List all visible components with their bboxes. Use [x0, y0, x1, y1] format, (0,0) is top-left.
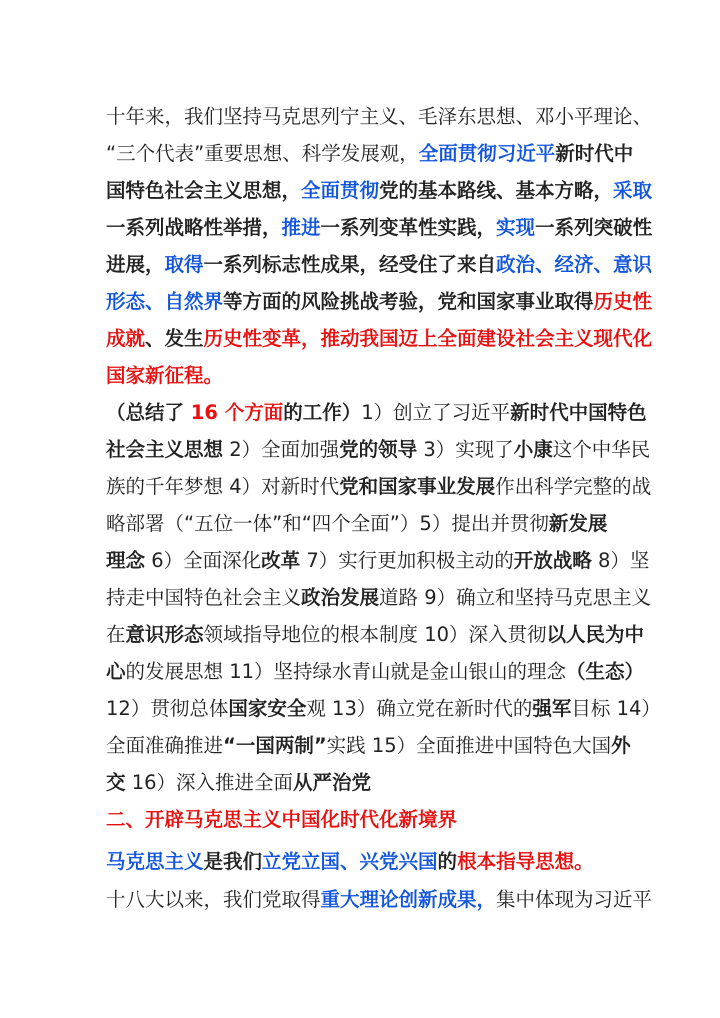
text-run: 交 [106, 771, 126, 794]
text-run: 略部署（“五位一体”和“四个全面”）5）提出并贯彻 [106, 512, 549, 535]
text-run: 持走中国特色社会主义 [106, 586, 302, 609]
text-run: 新时代中 [555, 142, 634, 165]
text-run: 强军 [532, 697, 572, 720]
text-line [106, 727, 631, 764]
text-line [106, 579, 652, 616]
text-run: 、发生 [145, 327, 204, 350]
text-run: 采取 [613, 179, 653, 202]
text-run: 从严治党 [293, 771, 372, 794]
text-line [106, 690, 661, 727]
text-run: 二、开辟马克思主义中国化时代化新境界 [106, 808, 458, 831]
text-run: 小康 [513, 438, 553, 461]
text-run: 国特色社会主义思想， [106, 179, 302, 202]
paragraph-decade-summary [106, 98, 653, 394]
text-run: 进展， [106, 253, 165, 276]
text-run: 国家新征程。 [106, 364, 224, 387]
text-run: 等方面的风险挑战考验，党和国家事业取得 [223, 290, 594, 313]
text-run: 政治、经济、意识 [496, 253, 653, 276]
text-run: 作出科学完整的战 [495, 475, 652, 498]
text-run: 根本指导思想。 [457, 850, 594, 873]
text-run: 意识形态 [125, 623, 204, 646]
text-run: 这个中华民 [552, 438, 651, 461]
text-run: 12）贯彻总体 [106, 697, 229, 720]
text-run: 一系列标志性成果，经受住了来自 [203, 253, 497, 276]
text-run: 历史性 [593, 290, 653, 313]
text-line [106, 172, 653, 209]
text-run: 以人民为中 [546, 623, 645, 646]
text-run: 观 13）确立党在新时代的 [306, 697, 533, 720]
text-run: 全面准确推进 [106, 734, 224, 757]
text-run: 历史性变革，推动我国迈上全面建设社会主义现代化 [203, 327, 653, 350]
text-line [106, 135, 634, 172]
text-run: 的 [437, 850, 458, 873]
text-line [106, 468, 652, 505]
text-run: 开放战略 [513, 549, 592, 572]
text-line [106, 881, 653, 918]
text-run: 目标 14） [571, 697, 661, 720]
text-run: 1）创立了习近平 [361, 401, 511, 424]
text-run: （生态） [566, 660, 645, 683]
text-run: 全面贯彻习近平 [418, 142, 556, 165]
text-line [106, 246, 653, 283]
text-line [106, 357, 626, 394]
text-line [106, 505, 626, 542]
text-run: 马克思主义 [106, 850, 204, 873]
text-run: 党的领导 [339, 438, 418, 461]
text-line [106, 431, 651, 468]
text-run: 取得 [164, 253, 204, 276]
text-run: 党和国家事业发展 [339, 475, 496, 498]
text-run: 十八大以来，我们党取得 [106, 888, 321, 911]
section-heading [106, 801, 626, 838]
text-run: 实践 15）全面推进中国特色大国 [326, 734, 612, 757]
text-run: 道路 9）确立和坚持马克思主义 [379, 586, 652, 609]
text-run: 一系列变革性实践， [320, 216, 497, 239]
text-run: 心 [106, 660, 126, 683]
text-run: （总结了 [106, 401, 191, 424]
text-line [106, 616, 645, 653]
text-run: 实现 [496, 216, 536, 239]
text-run: 党的基本路线、基本方略， [379, 179, 614, 202]
text-run: “一国两制” [223, 734, 327, 757]
text-line [106, 653, 645, 690]
text-run: 理念 [106, 549, 146, 572]
text-line [106, 283, 653, 320]
text-run: 改革 [261, 549, 301, 572]
text-run: “三个代表”重要思想、科学发展观， [106, 142, 419, 165]
text-run: 族的千年梦想 4）对新时代 [106, 475, 340, 498]
text-run: 集中体现为习近平 [496, 888, 653, 911]
text-run: 16 个方面 [190, 401, 284, 424]
paragraph-guiding-thought [106, 843, 626, 880]
text-line [106, 843, 626, 880]
text-run: 6）全面深化 [145, 549, 262, 572]
text-run: 新发展 [548, 512, 608, 535]
text-run: 外 [611, 734, 631, 757]
text-line [106, 801, 626, 838]
text-line [106, 320, 653, 357]
text-run: 政治发展 [301, 586, 380, 609]
text-line [106, 98, 653, 135]
text-run: 社会主义思想 [106, 438, 224, 461]
text-run: 一系列战略性举措， [106, 216, 282, 239]
text-run: 成就 [106, 327, 146, 350]
text-line [106, 209, 653, 246]
text-run: 是我们 [203, 850, 263, 873]
text-run: 2）全面加强 [223, 438, 340, 461]
text-run: 16）深入推进全面 [125, 771, 294, 794]
text-run: 形态、自然界 [106, 290, 224, 313]
text-run: 重大理论创新成果， [320, 888, 497, 911]
text-run: 在 [106, 623, 126, 646]
text-line [106, 394, 647, 431]
text-run: 全面贯彻 [301, 179, 380, 202]
text-run: 一系列突破性 [535, 216, 653, 239]
text-run: 7）实行更加积极主动的 [300, 549, 514, 572]
paragraph-sixteen-aspects [106, 394, 661, 801]
text-run: 的工作） [283, 401, 362, 424]
text-line [106, 542, 650, 579]
text-run: 国家安全 [228, 697, 307, 720]
text-run: 3）实现了 [417, 438, 514, 461]
text-run: 8）坚 [591, 549, 650, 572]
text-line [106, 764, 626, 801]
text-run: 立党立国、兴党兴国 [262, 850, 438, 873]
text-run: 新时代中国特色 [510, 401, 647, 424]
text-run: 十年来，我们坚持马克思列宁主义、毛泽东思想、邓小平理论、 [106, 105, 653, 128]
text-run: 推进 [281, 216, 321, 239]
text-run: 领域指导地位的根本制度 10）深入贯彻 [203, 623, 547, 646]
text-run: 的发展思想 11）坚持绿水青山就是金山银山的理念 [125, 660, 567, 683]
paragraph-theory-innovation [106, 881, 653, 918]
